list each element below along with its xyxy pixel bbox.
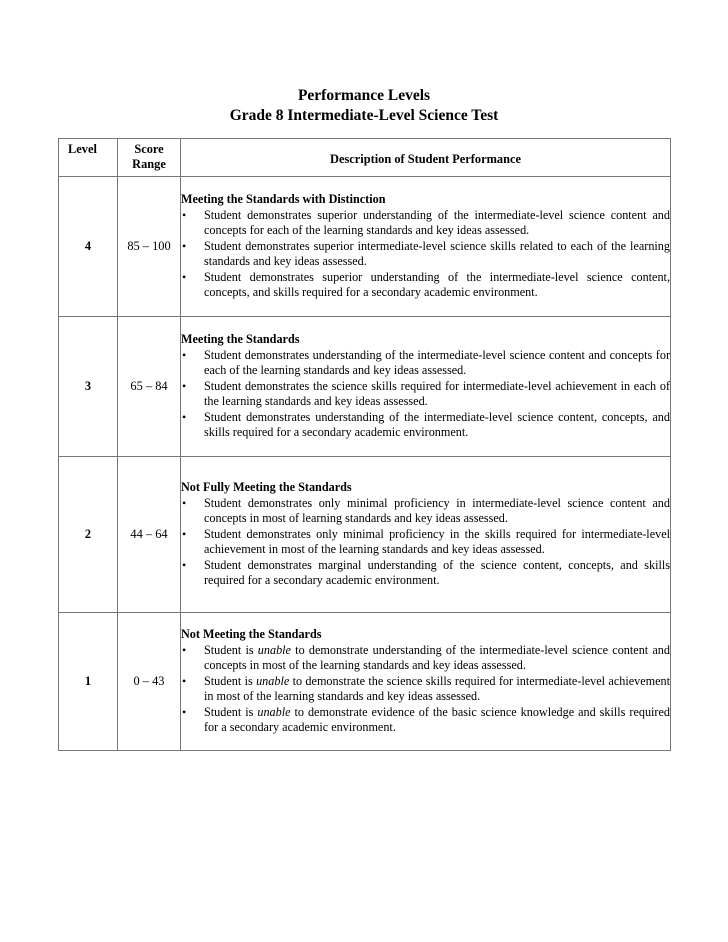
bullet-item [181,208,670,239]
title-line-1: Performance Levels [297,87,431,104]
header-description: Description of Student Performance [181,139,671,177]
bullet-text: Student demonstrates superior understanding of the intermediate-level science content and concepts for each of the learning standards and key ideas assessed. [204,207,670,238]
bullet-text: to demonstrate evidence of the basic science knowledge and skills required for a secondary academic environment. [204,704,670,735]
level-cell: 4 [59,177,118,317]
bullet-icon: • [182,269,187,284]
bullet-text: Student demonstrates understanding of the intermediate-level science content, concepts, and skills required for a secondary academic environment. [204,409,670,440]
bullet-icon: • [182,378,187,393]
bullet-icon: • [182,704,187,719]
bullet-text: to demonstrate the science skills required for intermediate-level achievement in most of the learning standards and key ideas assessed. [204,673,670,704]
description-cell [181,613,671,751]
bullet-item [181,379,670,410]
bullet-text: Student demonstrates superior intermediate-level science skills related to each of the learning standards and key ideas assessed. [204,238,670,269]
bullet-emphasis: unable [257,704,291,719]
header-score-range-line2: Range [132,157,166,171]
bullet-emphasis: unable [256,673,290,688]
bullet-text: Student is [204,673,257,688]
bullet-item [181,239,670,270]
bullet-icon: • [182,673,187,688]
performance-heading: Meeting the Standards [181,332,300,347]
bullet-emphasis: unable [257,642,291,657]
bullet-text: Student demonstrates the science skills required for intermediate-level achievement in each of the learning standards and key ideas assessed. [204,378,670,409]
header-score-range-line1: Score [134,142,164,156]
bullet-icon: • [182,526,187,541]
table-header-row [59,139,671,177]
bullet-item [181,527,670,558]
score-range-cell: 65 – 84 [118,317,181,457]
performance-bullets [181,348,670,441]
score-range-cell: 85 – 100 [118,177,181,317]
performance-bullets [181,496,670,589]
bullet-icon: • [182,642,187,657]
bullet-item [181,674,670,705]
bullet-icon: • [182,207,187,222]
score-range-cell: 0 – 43 [118,613,181,751]
document-title [0,86,728,126]
bullet-text: Student is [204,704,258,719]
bullet-text: Student demonstrates only minimal proficiency in the skills required for intermediate-level achievement in most of the learning standards and key ideas assessed. [204,526,670,557]
bullet-item [181,643,670,674]
bullet-item [181,705,670,736]
performance-levels-table [58,138,671,751]
level-cell: 1 [59,613,118,751]
bullet-item [181,558,670,589]
performance-bullets [181,208,670,301]
description-cell [181,457,671,613]
bullet-text: Student demonstrates superior understanding of the intermediate-level science content, concepts, and skills required for a secondary academic environment. [204,269,670,300]
bullet-icon: • [182,347,187,362]
bullet-icon: • [182,409,187,424]
performance-heading: Not Fully Meeting the Standards [181,480,352,495]
header-score-range [118,139,181,177]
header-level: Level [59,139,118,177]
bullet-icon: • [182,495,187,510]
table-row [59,457,671,613]
description-cell [181,177,671,317]
bullet-icon: • [182,557,187,572]
bullet-text: Student demonstrates understanding of the intermediate-level science content and concepts for each of the learning standards and key ideas assessed. [204,347,670,378]
bullet-text: Student demonstrates marginal understanding of the science content, concepts, and skills required for a secondary academic environment. [204,557,670,588]
table-row [59,613,671,751]
performance-bullets [181,643,670,736]
bullet-icon: • [182,238,187,253]
performance-heading: Not Meeting the Standards [181,627,322,642]
bullet-text: Student is [204,642,258,657]
level-cell: 3 [59,317,118,457]
bullet-text: Student demonstrates only minimal proficiency in intermediate-level science content and concepts in most of learning standards and key ideas assessed. [204,495,670,526]
bullet-text: to demonstrate understanding of the intermediate-level science content and concepts in most of the learning standards and key ideas assessed. [204,642,670,673]
bullet-item [181,348,670,379]
description-cell [181,317,671,457]
bullet-item [181,496,670,527]
table-row [59,317,671,457]
table-row [59,177,671,317]
bullet-item [181,410,670,441]
level-cell: 2 [59,457,118,613]
performance-heading: Meeting the Standards with Distinction [181,192,386,207]
title-line-2: Grade 8 Intermediate-Level Science Test [229,107,499,124]
score-range-cell: 44 – 64 [118,457,181,613]
bullet-item [181,270,670,301]
